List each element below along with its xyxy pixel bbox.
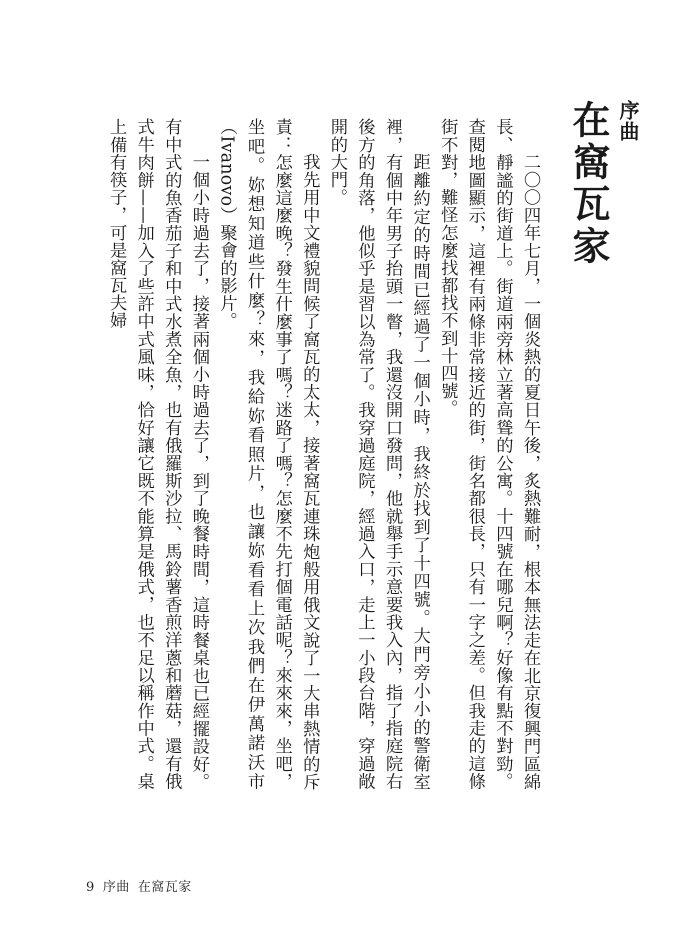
paragraph-2: 距離約定的時間已經過了一個小時，我終於找到了十四號。大門旁小小的警衛室裡，有個中年男子抬頭一瞥，我還沒開口發問，他就舉手示意要我入內，指了指庭院右後方的角落，他似乎是習以為常了。我穿過庭院，經過入口，走上一小段台階，穿過敞開的大門。: [326, 118, 430, 790]
chapter-label: 序曲: [616, 100, 640, 142]
page-number: 9: [86, 880, 95, 895]
body-text: [102, 118, 544, 790]
chapter-title: 在窩瓦家: [566, 100, 611, 268]
footer-section: 序曲: [102, 880, 130, 895]
footer-title: 在窩瓦家: [137, 880, 192, 895]
page-footer: [86, 876, 200, 895]
paragraph-4: 一個小時過去了，接著兩個小時過去了，到了晚餐時間，這時餐桌也已經擺設好。有中式的魚香茄子和中式水煮全魚，也有俄羅斯沙拉、馬鈴薯香煎洋蔥和蘑菇，還有俄式牛肉餅——加入了些許中式風味，恰好讓它既不能算是俄式，也不足以稱作中式。桌上備有筷子，可是窩瓦夫婦: [106, 118, 209, 790]
paragraph-1: 二〇〇四年七月，一個炎熱的夏日午後，炙熱難耐，根本無法走在北京復興門區綿長、靜謐的街道上。街道兩旁林立著高聳的公寓。十四號在哪兒啊？好像有點不對勁。查閱地圖顯示，這裡有兩條非常接近的街，街名都很長，只有一字之差。但我走的這條街不對，難怪怎麼找都找不到十四號。: [437, 118, 540, 790]
paragraph-3: 我先用中文禮貌問候了窩瓦的太太，接著窩瓦連珠炮般用俄文說了一大串熱情的斥責：怎麼這麼晚？發生什麼事了嗎？迷路了嗎？怎麼不先打個電話呢？來來來，坐吧，坐吧。妳想知道些什麼？來，我給妳看照片，也讓妳看看上次我們在伊萬諾沃市（Ivanovo）聚會的影片。: [216, 118, 320, 790]
